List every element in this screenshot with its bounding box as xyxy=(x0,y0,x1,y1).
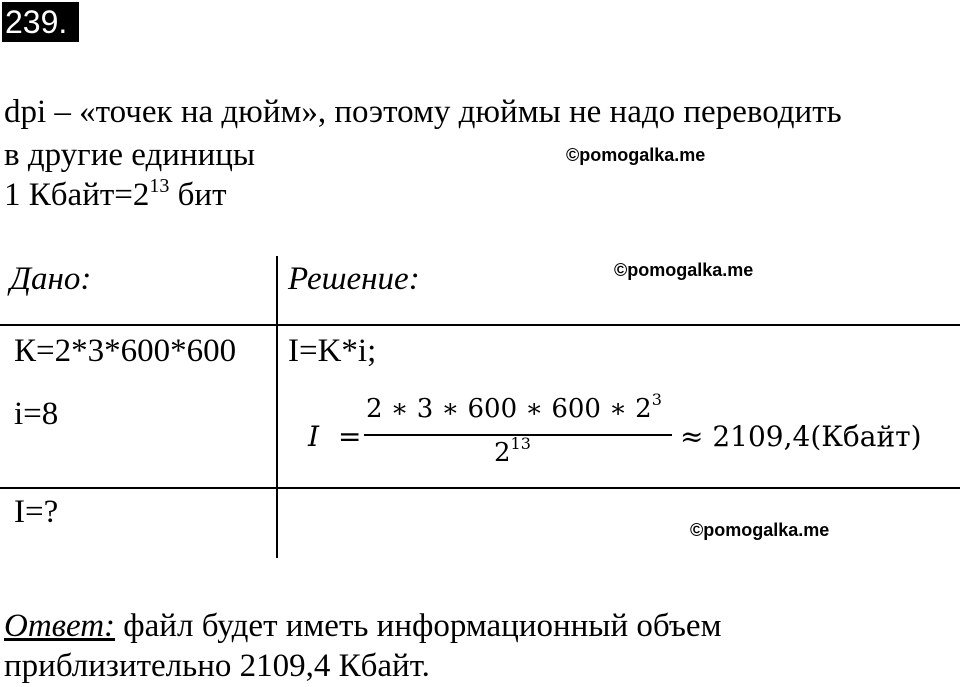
watermark-1: ©pomogalka.me xyxy=(566,145,706,165)
intro-line-2: в другие единицы xyxy=(4,137,256,173)
table-unknown-divider xyxy=(0,487,960,489)
numerator-exponent: 3 xyxy=(651,390,662,409)
fraction-formula xyxy=(308,392,948,472)
given-k: К=2*3*600*600 xyxy=(14,333,237,369)
problem-number: 239. xyxy=(2,2,79,42)
kbyte-prefix: 1 Кбайт=2 xyxy=(4,177,150,213)
table-header-divider xyxy=(0,324,960,326)
numerator-text: 2 ∗ 3 ∗ 600 ∗ 600 ∗ 2 xyxy=(366,394,652,424)
given-i: i=8 xyxy=(14,396,59,432)
solution-formula-line: I=K*i; xyxy=(288,333,377,369)
watermark-3: ©pomogalka.me xyxy=(690,520,830,540)
given-header: Дано: xyxy=(10,261,92,297)
intro-line-3 xyxy=(4,175,227,219)
kbyte-exponent: 13 xyxy=(149,175,170,197)
denominator-exponent: 13 xyxy=(510,434,531,453)
kbyte-suffix: бит xyxy=(169,177,227,213)
unknown-value: I=? xyxy=(14,494,59,530)
answer-line-1 xyxy=(4,606,721,646)
formula-result: ≈ 2109,4(Кбайт) xyxy=(680,420,922,453)
formula-lhs: I xyxy=(308,420,320,453)
answer-text-1: файл будет иметь информационный объем xyxy=(115,608,722,644)
table-vertical-divider xyxy=(276,256,278,558)
formula-denominator xyxy=(494,434,531,468)
watermark-2: ©pomogalka.me xyxy=(614,260,754,280)
solution-header: Решение: xyxy=(288,261,420,297)
answer-line-2: приблизительно 2109,4 Кбайт. xyxy=(4,648,430,684)
formula-equals: = xyxy=(338,420,362,453)
answer-label: Ответ: xyxy=(4,608,116,644)
formula-numerator xyxy=(366,390,662,424)
intro-line-1: dpi – «точек на дюйм», поэтому дюймы не надо переводить xyxy=(4,94,842,130)
denominator-text: 2 xyxy=(494,438,511,468)
